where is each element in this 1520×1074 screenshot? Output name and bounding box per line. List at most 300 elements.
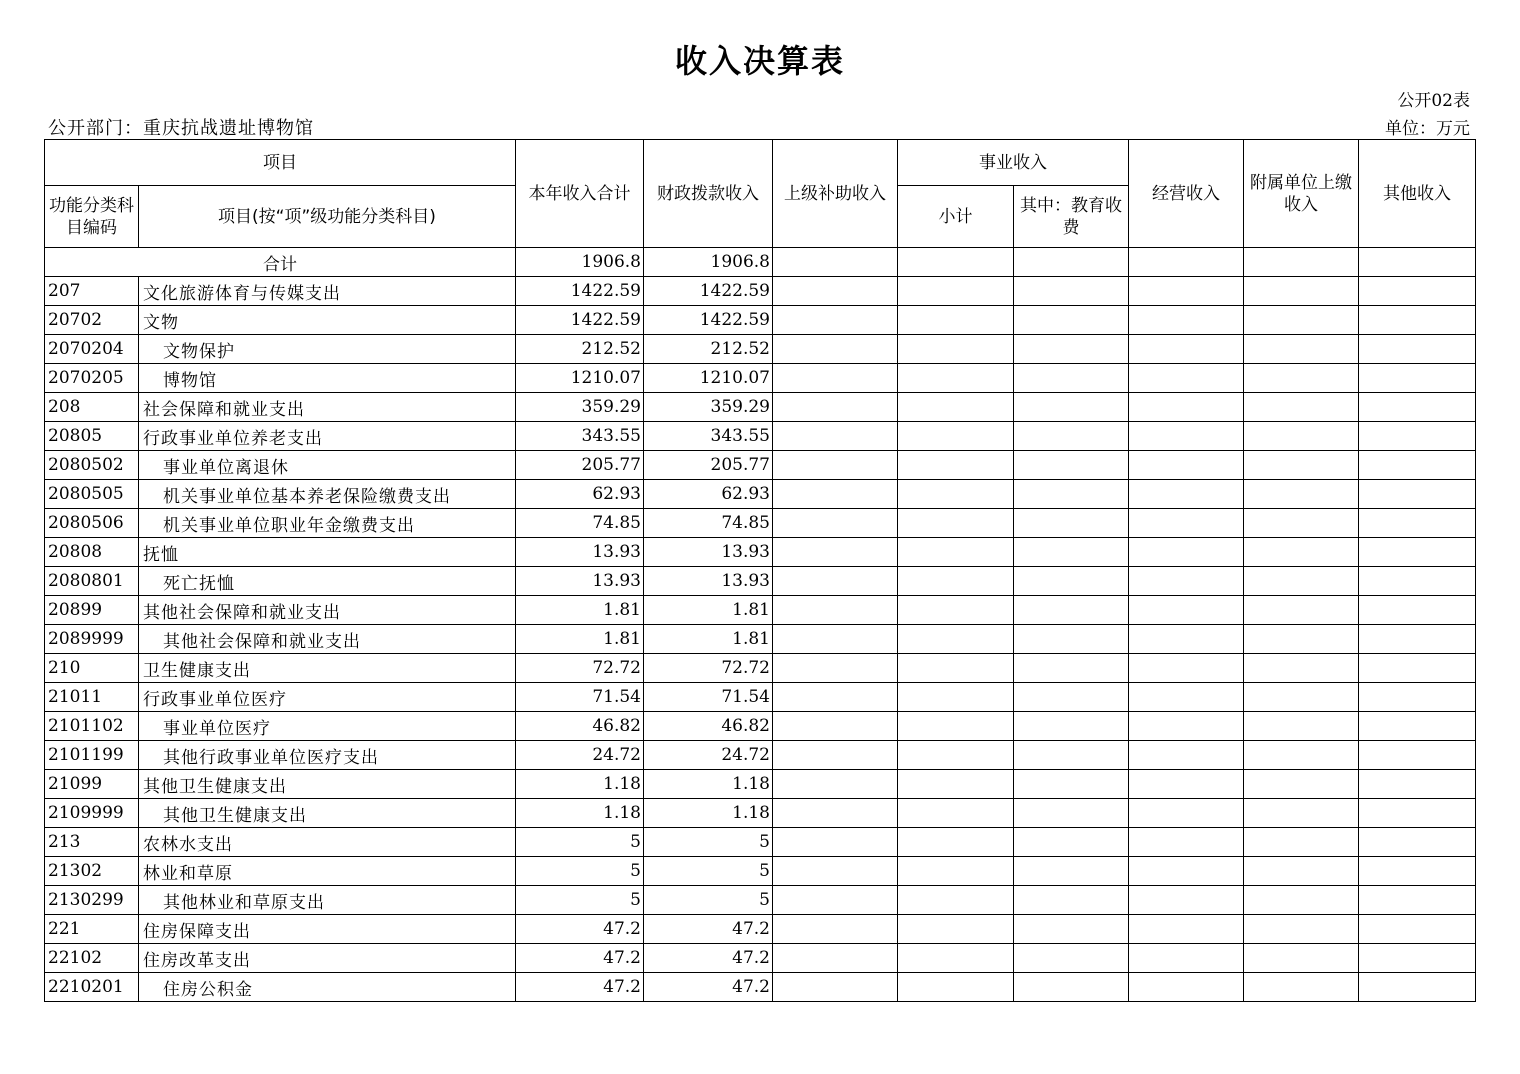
fiscal-income-cell: 1422.59: [644, 306, 773, 335]
affiliated-income-cell: [1244, 770, 1359, 799]
item-name-cell: 其他社会保障和就业支出: [139, 596, 516, 625]
operating-income-cell: [1129, 770, 1244, 799]
item-name-cell: 机关事业单位基本养老保险缴费支出: [139, 480, 516, 509]
function-code-cell: 221: [45, 915, 139, 944]
total-income-cell: 5: [516, 828, 644, 857]
item-name-cell: 事业单位医疗: [139, 712, 516, 741]
table-row: [45, 625, 1476, 654]
function-code-cell: 20805: [45, 422, 139, 451]
fiscal-income-cell: 47.2: [644, 944, 773, 973]
other-income-cell: [1359, 886, 1476, 915]
career-subtotal-cell: [898, 973, 1014, 1002]
operating-income-cell: [1129, 886, 1244, 915]
empty-cell: [1359, 248, 1476, 277]
item-name-cell: 机关事业单位职业年金缴费支出: [139, 509, 516, 538]
other-income-cell: [1359, 277, 1476, 306]
fiscal-income-cell: 1.18: [644, 770, 773, 799]
operating-income-cell: [1129, 509, 1244, 538]
item-name-cell: 卫生健康支出: [139, 654, 516, 683]
affiliated-income-cell: [1244, 857, 1359, 886]
other-income-cell: [1359, 596, 1476, 625]
other-income-cell: [1359, 451, 1476, 480]
total-income-cell: 1.81: [516, 596, 644, 625]
operating-income-cell: [1129, 973, 1244, 1002]
function-code-cell: 2080506: [45, 509, 139, 538]
career-education-fee-cell: [1014, 335, 1129, 364]
other-income-cell: [1359, 538, 1476, 567]
career-education-fee-cell: [1014, 683, 1129, 712]
function-code-cell: 2130299: [45, 886, 139, 915]
operating-income-cell: [1129, 915, 1244, 944]
career-education-fee-cell: [1014, 393, 1129, 422]
career-education-fee-cell: [1014, 596, 1129, 625]
function-code-cell: 20702: [45, 306, 139, 335]
affiliated-income-cell: [1244, 654, 1359, 683]
superior-subsidy-cell: [773, 828, 898, 857]
income-table: [44, 139, 1476, 1002]
fiscal-income-cell: 47.2: [644, 973, 773, 1002]
fiscal-income-cell: 1.81: [644, 625, 773, 654]
other-income-cell: [1359, 915, 1476, 944]
total-income-cell: 62.93: [516, 480, 644, 509]
total-income-cell: 343.55: [516, 422, 644, 451]
operating-income-cell: [1129, 277, 1244, 306]
affiliated-income-cell: [1244, 538, 1359, 567]
fiscal-income-cell: 46.82: [644, 712, 773, 741]
total-income-cell: 72.72: [516, 654, 644, 683]
affiliated-income-cell: [1244, 596, 1359, 625]
career-subtotal-cell: [898, 364, 1014, 393]
career-education-fee-cell: [1014, 364, 1129, 393]
other-income-cell: [1359, 712, 1476, 741]
total-income-cell: 13.93: [516, 538, 644, 567]
other-income-cell: [1359, 625, 1476, 654]
career-education-fee-cell: [1014, 915, 1129, 944]
function-code-cell: 213: [45, 828, 139, 857]
table-row: [45, 712, 1476, 741]
header-item: 项目: [45, 140, 516, 186]
affiliated-income-cell: [1244, 915, 1359, 944]
superior-subsidy-cell: [773, 741, 898, 770]
operating-income-cell: [1129, 596, 1244, 625]
header-career-subtotal: 小计: [898, 186, 1014, 248]
superior-subsidy-cell: [773, 654, 898, 683]
item-name-cell: 住房保障支出: [139, 915, 516, 944]
affiliated-income-cell: [1244, 306, 1359, 335]
fiscal-income-cell: 205.77: [644, 451, 773, 480]
table-row: [45, 480, 1476, 509]
item-name-cell: 其他林业和草原支出: [139, 886, 516, 915]
superior-subsidy-cell: [773, 944, 898, 973]
affiliated-income-cell: [1244, 335, 1359, 364]
table-row: [45, 915, 1476, 944]
superior-subsidy-cell: [773, 625, 898, 654]
superior-subsidy-cell: [773, 857, 898, 886]
item-name-cell: 文物: [139, 306, 516, 335]
career-education-fee-cell: [1014, 451, 1129, 480]
table-row: [45, 335, 1476, 364]
item-name-cell: 博物馆: [139, 364, 516, 393]
career-education-fee-cell: [1014, 973, 1129, 1002]
career-education-fee-cell: [1014, 625, 1129, 654]
header-other-income: 其他收入: [1359, 140, 1476, 248]
superior-subsidy-cell: [773, 915, 898, 944]
fiscal-income-cell: 13.93: [644, 567, 773, 596]
superior-subsidy-cell: [773, 277, 898, 306]
item-name-cell: 行政事业单位养老支出: [139, 422, 516, 451]
operating-income-cell: [1129, 451, 1244, 480]
operating-income-cell: [1129, 567, 1244, 596]
superior-subsidy-cell: [773, 393, 898, 422]
item-name-cell: 文化旅游体育与传媒支出: [139, 277, 516, 306]
fiscal-income-cell: 13.93: [644, 538, 773, 567]
fiscal-income-cell: 359.29: [644, 393, 773, 422]
affiliated-income-cell: [1244, 886, 1359, 915]
career-education-fee-cell: [1014, 538, 1129, 567]
table-row: [45, 277, 1476, 306]
career-subtotal-cell: [898, 277, 1014, 306]
item-name-cell: 行政事业单位医疗: [139, 683, 516, 712]
item-name-cell: 其他行政事业单位医疗支出: [139, 741, 516, 770]
other-income-cell: [1359, 973, 1476, 1002]
total-income-value: 1906.8: [516, 248, 644, 277]
career-subtotal-cell: [898, 451, 1014, 480]
operating-income-cell: [1129, 712, 1244, 741]
career-subtotal-cell: [898, 857, 1014, 886]
fiscal-income-cell: 1.81: [644, 596, 773, 625]
other-income-cell: [1359, 393, 1476, 422]
career-subtotal-cell: [898, 828, 1014, 857]
other-income-cell: [1359, 480, 1476, 509]
career-subtotal-cell: [898, 654, 1014, 683]
superior-subsidy-cell: [773, 683, 898, 712]
fiscal-income-cell: 1210.07: [644, 364, 773, 393]
career-education-fee-cell: [1014, 306, 1129, 335]
function-code-cell: 208: [45, 393, 139, 422]
career-subtotal-cell: [898, 712, 1014, 741]
career-education-fee-cell: [1014, 567, 1129, 596]
total-income-cell: 1422.59: [516, 277, 644, 306]
function-code-cell: 2070204: [45, 335, 139, 364]
fiscal-income-cell: 1.18: [644, 799, 773, 828]
total-income-cell: 74.85: [516, 509, 644, 538]
superior-subsidy-cell: [773, 538, 898, 567]
career-subtotal-cell: [898, 509, 1014, 538]
operating-income-cell: [1129, 654, 1244, 683]
header-total-income: 本年收入合计: [516, 140, 644, 248]
total-income-cell: 47.2: [516, 973, 644, 1002]
table-row: [45, 393, 1476, 422]
table-row: [45, 509, 1476, 538]
item-name-cell: 其他卫生健康支出: [139, 799, 516, 828]
table-row: [45, 451, 1476, 480]
other-income-cell: [1359, 799, 1476, 828]
table-row: [45, 770, 1476, 799]
page-title: 收入决算表: [674, 42, 845, 80]
header-fiscal-income: 财政拨款收入: [644, 140, 773, 248]
fiscal-income-cell: 5: [644, 886, 773, 915]
operating-income-cell: [1129, 944, 1244, 973]
total-income-cell: 1.81: [516, 625, 644, 654]
operating-income-cell: [1129, 741, 1244, 770]
department-label: 公开部门：重庆抗战遗址博物馆: [48, 118, 314, 139]
function-code-cell: 21302: [45, 857, 139, 886]
function-code-cell: 2210201: [45, 973, 139, 1002]
empty-cell: [773, 248, 898, 277]
table-row: [45, 799, 1476, 828]
career-subtotal-cell: [898, 944, 1014, 973]
operating-income-cell: [1129, 335, 1244, 364]
career-education-fee-cell: [1014, 654, 1129, 683]
other-income-cell: [1359, 306, 1476, 335]
other-income-cell: [1359, 770, 1476, 799]
superior-subsidy-cell: [773, 480, 898, 509]
fiscal-income-cell: 5: [644, 828, 773, 857]
career-education-fee-cell: [1014, 509, 1129, 538]
operating-income-cell: [1129, 828, 1244, 857]
affiliated-income-cell: [1244, 480, 1359, 509]
superior-subsidy-cell: [773, 596, 898, 625]
affiliated-income-cell: [1244, 944, 1359, 973]
total-income-cell: 1422.59: [516, 306, 644, 335]
total-income-cell: 5: [516, 857, 644, 886]
item-name-cell: 住房公积金: [139, 973, 516, 1002]
item-name-cell: 其他卫生健康支出: [139, 770, 516, 799]
fiscal-income-cell: 24.72: [644, 741, 773, 770]
career-education-fee-cell: [1014, 944, 1129, 973]
other-income-cell: [1359, 828, 1476, 857]
table-row: [45, 944, 1476, 973]
operating-income-cell: [1129, 306, 1244, 335]
career-subtotal-cell: [898, 770, 1014, 799]
function-code-cell: 2080502: [45, 451, 139, 480]
superior-subsidy-cell: [773, 364, 898, 393]
career-education-fee-cell: [1014, 799, 1129, 828]
career-subtotal-cell: [898, 538, 1014, 567]
item-name-cell: 农林水支出: [139, 828, 516, 857]
total-income-cell: 71.54: [516, 683, 644, 712]
total-income-cell: 1.18: [516, 799, 644, 828]
item-name-cell: 死亡抚恤: [139, 567, 516, 596]
table-row: [45, 306, 1476, 335]
item-name-cell: 住房改革支出: [139, 944, 516, 973]
total-label: 合计: [45, 248, 516, 277]
function-code-cell: 207: [45, 277, 139, 306]
function-code-cell: 22102: [45, 944, 139, 973]
table-row: [45, 422, 1476, 451]
empty-cell: [1129, 248, 1244, 277]
total-income-cell: 1.18: [516, 770, 644, 799]
unit-label: 单位：万元: [1385, 119, 1470, 139]
empty-cell: [898, 248, 1014, 277]
table-row: [45, 741, 1476, 770]
superior-subsidy-cell: [773, 799, 898, 828]
affiliated-income-cell: [1244, 683, 1359, 712]
operating-income-cell: [1129, 364, 1244, 393]
operating-income-cell: [1129, 799, 1244, 828]
superior-subsidy-cell: [773, 973, 898, 1002]
career-education-fee-cell: [1014, 422, 1129, 451]
item-name-cell: 文物保护: [139, 335, 516, 364]
header-career-income: 事业收入: [898, 140, 1129, 186]
superior-subsidy-cell: [773, 886, 898, 915]
career-subtotal-cell: [898, 915, 1014, 944]
other-income-cell: [1359, 364, 1476, 393]
superior-subsidy-cell: [773, 422, 898, 451]
career-subtotal-cell: [898, 625, 1014, 654]
operating-income-cell: [1129, 480, 1244, 509]
header-career-education-fee: 其中：教育收费: [1014, 186, 1129, 248]
career-education-fee-cell: [1014, 886, 1129, 915]
table-row: [45, 596, 1476, 625]
total-fiscal-value: 1906.8: [644, 248, 773, 277]
function-code-cell: 20808: [45, 538, 139, 567]
career-education-fee-cell: [1014, 277, 1129, 306]
form-number: 公开02表: [1397, 91, 1470, 111]
career-education-fee-cell: [1014, 712, 1129, 741]
function-code-cell: 21011: [45, 683, 139, 712]
function-code-cell: 2070205: [45, 364, 139, 393]
function-code-cell: 2080801: [45, 567, 139, 596]
total-income-cell: 1210.07: [516, 364, 644, 393]
superior-subsidy-cell: [773, 335, 898, 364]
header-item-name: 项目(按“项”级功能分类科目): [139, 186, 516, 248]
total-row: [45, 248, 1476, 277]
function-code-cell: 210: [45, 654, 139, 683]
total-income-cell: 13.93: [516, 567, 644, 596]
table-row: [45, 683, 1476, 712]
fiscal-income-cell: 343.55: [644, 422, 773, 451]
affiliated-income-cell: [1244, 422, 1359, 451]
career-education-fee-cell: [1014, 770, 1129, 799]
fiscal-income-cell: 5: [644, 857, 773, 886]
other-income-cell: [1359, 567, 1476, 596]
operating-income-cell: [1129, 683, 1244, 712]
superior-subsidy-cell: [773, 509, 898, 538]
other-income-cell: [1359, 857, 1476, 886]
header-operating-income: 经营收入: [1129, 140, 1244, 248]
affiliated-income-cell: [1244, 799, 1359, 828]
operating-income-cell: [1129, 857, 1244, 886]
function-code-cell: 2101102: [45, 712, 139, 741]
table-row: [45, 567, 1476, 596]
affiliated-income-cell: [1244, 451, 1359, 480]
table-row: [45, 886, 1476, 915]
career-subtotal-cell: [898, 567, 1014, 596]
career-subtotal-cell: [898, 683, 1014, 712]
total-income-cell: 47.2: [516, 944, 644, 973]
function-code-cell: 2089999: [45, 625, 139, 654]
item-name-cell: 其他社会保障和就业支出: [139, 625, 516, 654]
affiliated-income-cell: [1244, 364, 1359, 393]
career-subtotal-cell: [898, 393, 1014, 422]
fiscal-income-cell: 1422.59: [644, 277, 773, 306]
superior-subsidy-cell: [773, 451, 898, 480]
superior-subsidy-cell: [773, 567, 898, 596]
other-income-cell: [1359, 335, 1476, 364]
operating-income-cell: [1129, 422, 1244, 451]
operating-income-cell: [1129, 393, 1244, 422]
total-income-cell: 47.2: [516, 915, 644, 944]
affiliated-income-cell: [1244, 567, 1359, 596]
header-affiliated-income: 附属单位上缴收入: [1244, 140, 1359, 248]
career-subtotal-cell: [898, 799, 1014, 828]
item-name-cell: 事业单位离退休: [139, 451, 516, 480]
total-income-cell: 5: [516, 886, 644, 915]
table-row: [45, 828, 1476, 857]
other-income-cell: [1359, 741, 1476, 770]
affiliated-income-cell: [1244, 741, 1359, 770]
career-education-fee-cell: [1014, 828, 1129, 857]
function-code-cell: 2080505: [45, 480, 139, 509]
other-income-cell: [1359, 422, 1476, 451]
superior-subsidy-cell: [773, 712, 898, 741]
affiliated-income-cell: [1244, 509, 1359, 538]
career-subtotal-cell: [898, 422, 1014, 451]
item-name-cell: 抚恤: [139, 538, 516, 567]
function-code-cell: 2109999: [45, 799, 139, 828]
empty-cell: [1014, 248, 1129, 277]
other-income-cell: [1359, 944, 1476, 973]
career-subtotal-cell: [898, 741, 1014, 770]
affiliated-income-cell: [1244, 277, 1359, 306]
superior-subsidy-cell: [773, 770, 898, 799]
fiscal-income-cell: 47.2: [644, 915, 773, 944]
header-superior-subsidy: 上级补助收入: [773, 140, 898, 248]
table-row: [45, 654, 1476, 683]
career-subtotal-cell: [898, 335, 1014, 364]
function-code-cell: 21099: [45, 770, 139, 799]
fiscal-income-cell: 74.85: [644, 509, 773, 538]
career-education-fee-cell: [1014, 857, 1129, 886]
operating-income-cell: [1129, 625, 1244, 654]
operating-income-cell: [1129, 538, 1244, 567]
affiliated-income-cell: [1244, 973, 1359, 1002]
affiliated-income-cell: [1244, 393, 1359, 422]
career-education-fee-cell: [1014, 480, 1129, 509]
career-subtotal-cell: [898, 596, 1014, 625]
total-income-cell: 359.29: [516, 393, 644, 422]
table-row: [45, 857, 1476, 886]
function-code-cell: 20899: [45, 596, 139, 625]
function-code-cell: 2101199: [45, 741, 139, 770]
career-subtotal-cell: [898, 306, 1014, 335]
item-name-cell: 林业和草原: [139, 857, 516, 886]
career-subtotal-cell: [898, 480, 1014, 509]
fiscal-income-cell: 212.52: [644, 335, 773, 364]
other-income-cell: [1359, 654, 1476, 683]
header-function-code: 功能分类科目编码: [45, 186, 139, 248]
other-income-cell: [1359, 683, 1476, 712]
total-income-cell: 46.82: [516, 712, 644, 741]
affiliated-income-cell: [1244, 625, 1359, 654]
career-subtotal-cell: [898, 886, 1014, 915]
fiscal-income-cell: 62.93: [644, 480, 773, 509]
career-education-fee-cell: [1014, 741, 1129, 770]
table-row: [45, 538, 1476, 567]
other-income-cell: [1359, 509, 1476, 538]
affiliated-income-cell: [1244, 712, 1359, 741]
empty-cell: [1244, 248, 1359, 277]
total-income-cell: 212.52: [516, 335, 644, 364]
item-name-cell: 社会保障和就业支出: [139, 393, 516, 422]
table-row: [45, 973, 1476, 1002]
superior-subsidy-cell: [773, 306, 898, 335]
total-income-cell: 205.77: [516, 451, 644, 480]
table-row: [45, 364, 1476, 393]
fiscal-income-cell: 71.54: [644, 683, 773, 712]
total-income-cell: 24.72: [516, 741, 644, 770]
